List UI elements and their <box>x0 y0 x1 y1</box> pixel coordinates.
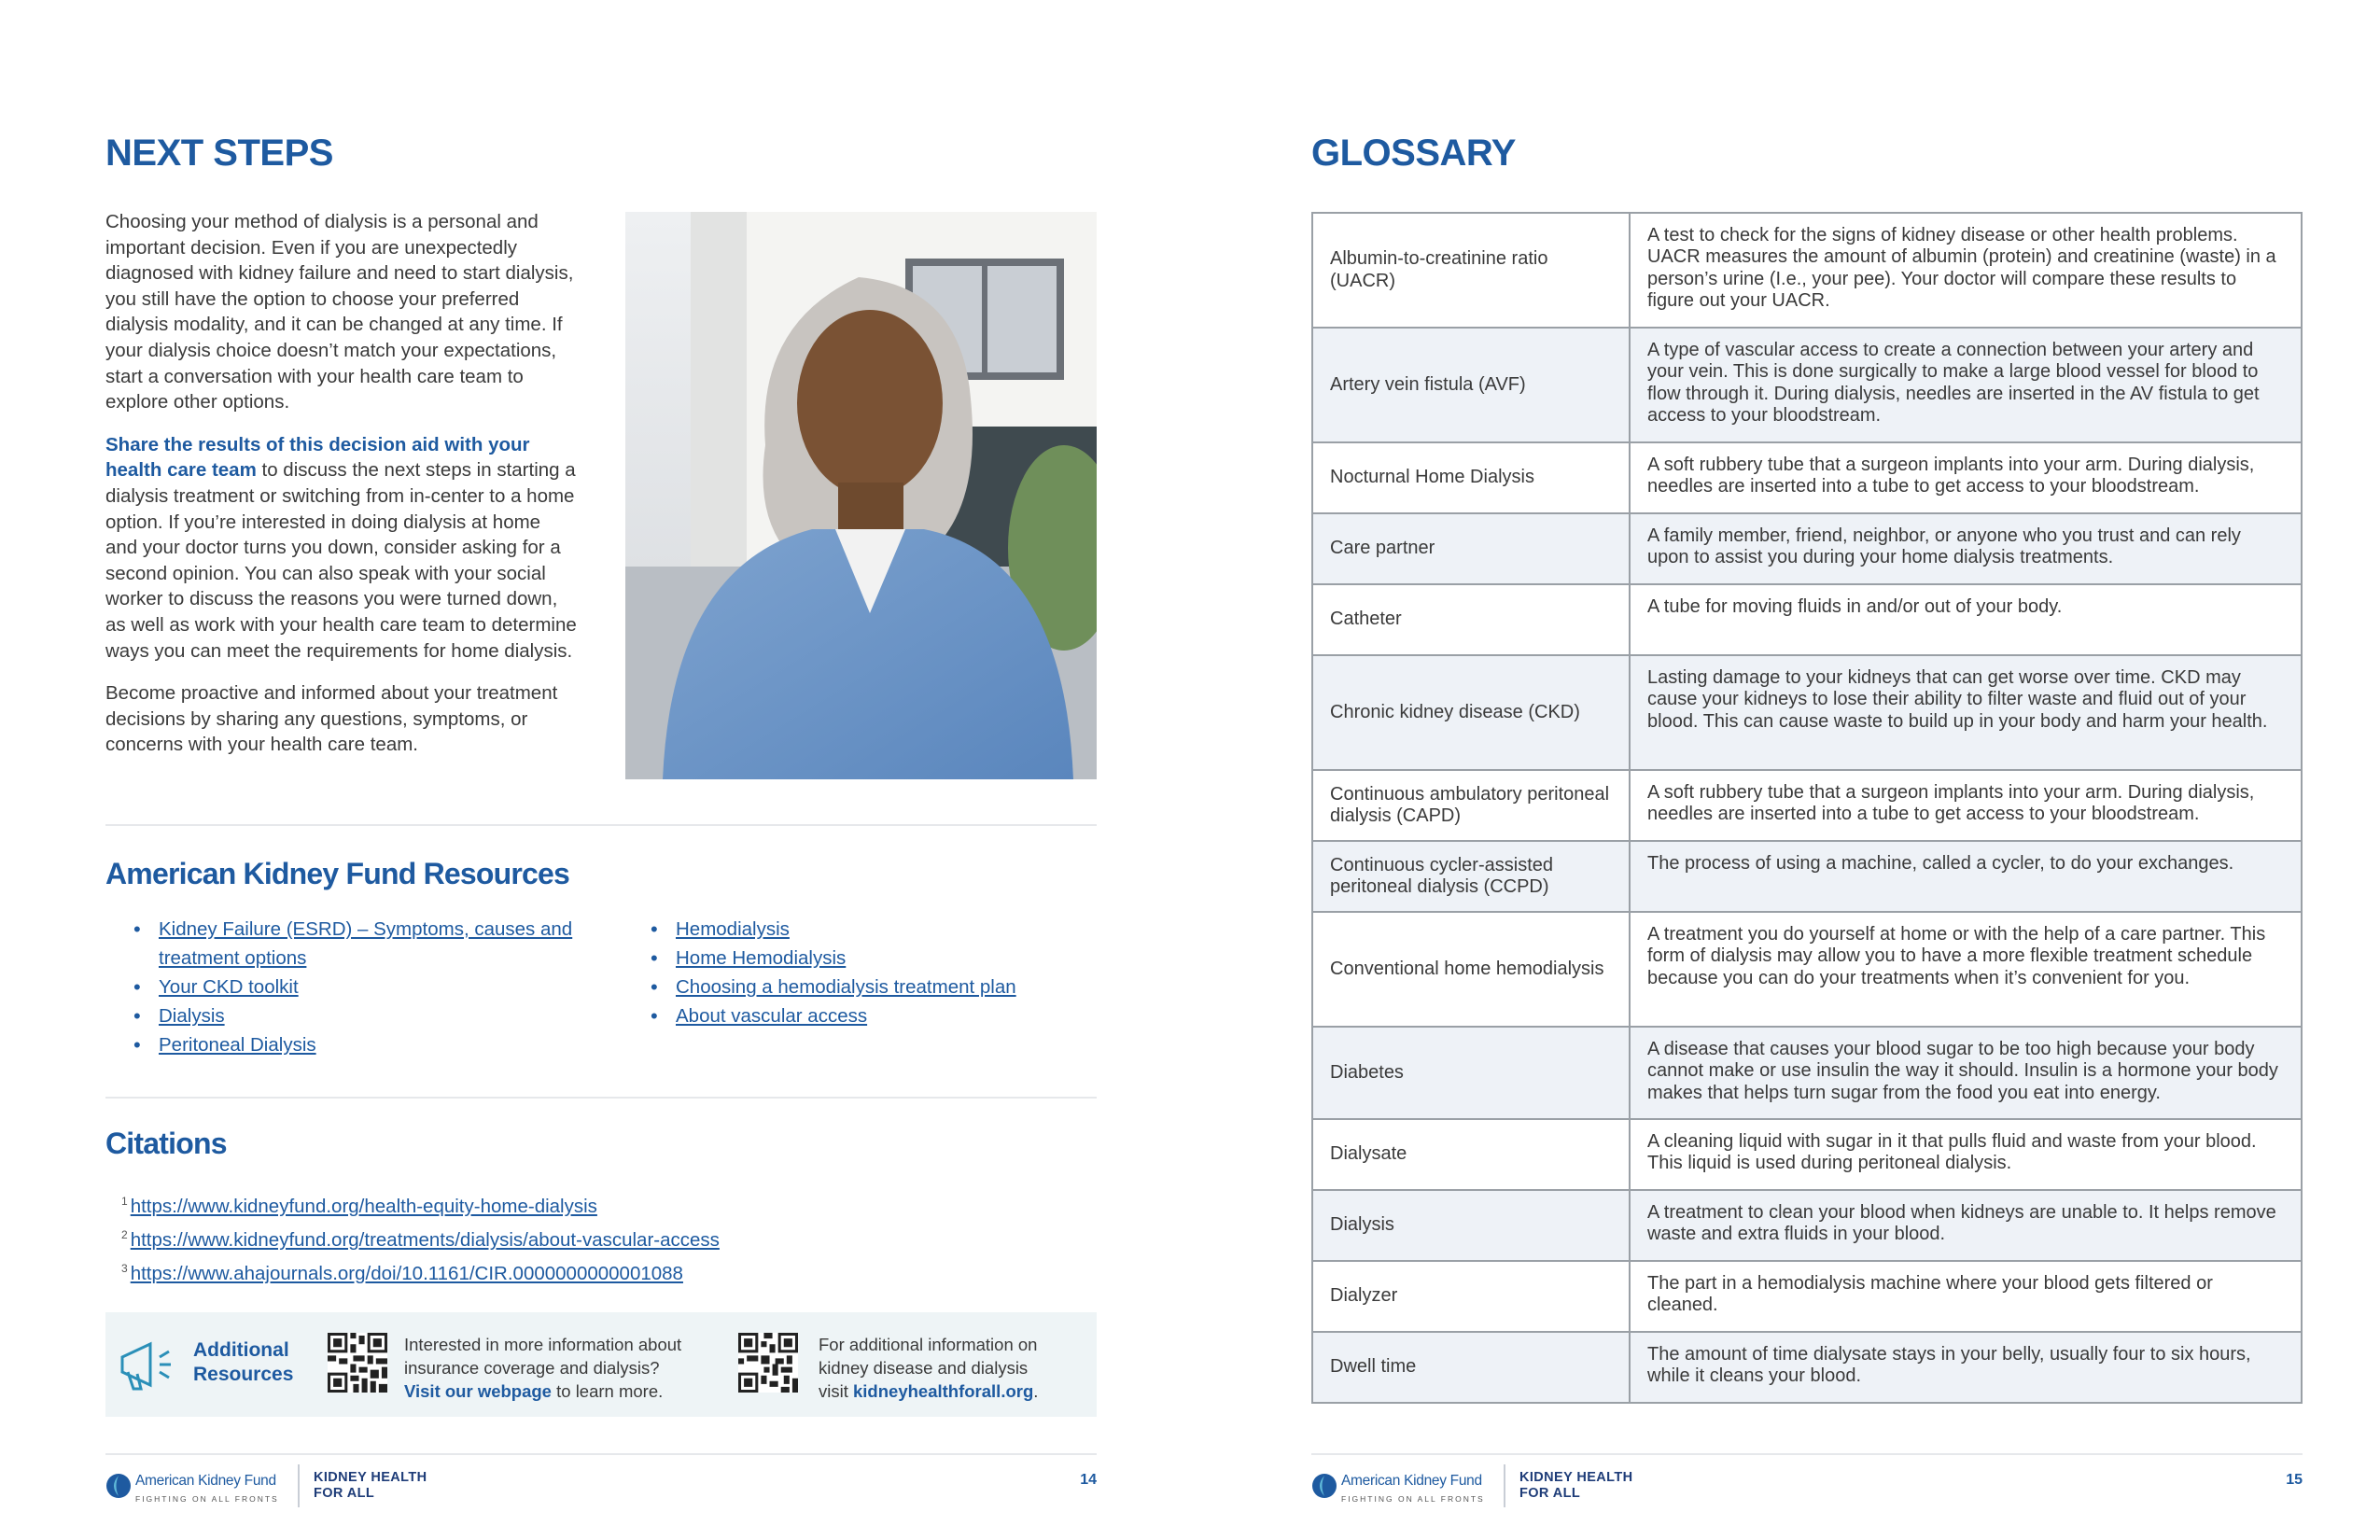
table-row <box>1312 841 2302 912</box>
khfa-logo <box>314 1470 427 1502</box>
footer-separator <box>1504 1464 1505 1507</box>
resource-item <box>623 944 1089 973</box>
resources-title: American Kidney Fund Resources <box>105 857 570 890</box>
citations-list <box>121 1187 720 1288</box>
label-line: Resources <box>193 1364 294 1385</box>
right-page <box>1311 131 2303 1387</box>
glossary-term: Continuous ambulatory peritoneal dialysis (CAPD) <box>1312 770 1630 841</box>
resource-item <box>105 915 591 973</box>
resource-link-hemodialysis[interactable]: Hemodialysis <box>676 918 790 940</box>
table-row <box>1312 1261 2302 1332</box>
glossary-term: Care partner <box>1312 513 1630 584</box>
glossary-definition: A treatment you do yourself at home or with the help of a care partner. This form of dialysis may allow you to have a more flexible treatment schedule because you can do your treatments when it’s convenient for you. <box>1630 912 2302 1027</box>
glossary-term: Nocturnal Home Dialysis <box>1312 442 1630 513</box>
resource-item <box>623 973 1089 1001</box>
info-line <box>404 1379 712 1403</box>
khfa-line: KIDNEY HEALTH <box>1519 1470 1633 1485</box>
next-steps-body <box>105 209 577 775</box>
org-tagline: FIGHTING ON ALL FRONTS <box>135 1494 279 1504</box>
resource-item <box>623 1001 1089 1030</box>
org-name: American Kidney Fund <box>135 1473 276 1489</box>
glossary-term: Albumin-to-creatinine ratio (UACR) <box>1312 213 1630 328</box>
glossary-definition: A treatment to clean your blood when kidneys are unable to. It helps remove waste and extra fluids in your blood. <box>1630 1190 2302 1261</box>
citation-item <box>121 1221 720 1254</box>
info-line: kidney disease and dialysis <box>819 1358 1029 1378</box>
resource-link-vascular-access[interactable]: About vascular access <box>676 1005 868 1027</box>
table-row <box>1312 442 2302 513</box>
info-tail: to learn more. <box>551 1381 664 1401</box>
citation-link[interactable]: https://www.kidneyfund.org/treatments/dialysis/about-vascular-access <box>130 1229 720 1251</box>
resource-item <box>105 973 591 1001</box>
table-row <box>1312 770 2302 841</box>
resources-list-col1 <box>105 915 591 1059</box>
citations-title: Citations <box>105 1127 227 1160</box>
glossary-definition: A family member, friend, neighbor, or anyone who you trust and can rely upon to assist you during your home dialysis treatments. <box>1630 513 2302 584</box>
citation-item <box>121 1187 720 1221</box>
table-row <box>1312 213 2302 328</box>
khfa-line: FOR ALL <box>314 1486 375 1501</box>
paragraph-1: Choosing your method of dialysis is a personal and important decision. Even if you are unexpectedly diagnosed with kidney failure and need to start dialysis, you still have the option to choose your preferred dialysis modality, and it can be changed at any time. If your dialysis choice doesn’t match your expectations, start a conversation with your health care team to explore other options. <box>105 211 574 413</box>
footer-separator <box>298 1464 300 1507</box>
akf-logo-icon <box>105 1473 132 1499</box>
glossary-definition: The part in a hemodialysis machine where your blood gets filtered or cleaned. <box>1630 1261 2302 1332</box>
glossary-definition: A soft rubbery tube that a surgeon implants into your arm. During dialysis, needles are inserted into a tube to get access to your bloodstream. <box>1630 442 2302 513</box>
khfa-line: FOR ALL <box>1519 1486 1581 1501</box>
info-pre: visit <box>819 1381 853 1401</box>
section-divider <box>105 1097 1097 1099</box>
info-line: Interested in more information about <box>404 1335 682 1354</box>
page-number: 15 <box>2286 1472 2303 1488</box>
glossary-term: Dialysis <box>1312 1190 1630 1261</box>
citation-link[interactable]: https://www.kidneyfund.org/health-equity-home-dialysis <box>130 1196 597 1217</box>
info-tail: . <box>1033 1381 1039 1401</box>
akf-logo-icon <box>1311 1473 1337 1499</box>
resource-link-treatment-plan[interactable]: Choosing a hemodialysis treatment plan <box>676 976 1016 998</box>
glossary-definition: Lasting damage to your kidneys that can get worse over time. CKD may cause your kidneys to lose their ability to filter waste and fluid out of your blood. This can cause waste to build up in your body and harm your health. <box>1630 655 2302 770</box>
paragraph-2-rest: to discuss the next steps in starting a dialysis treatment or switching from in-center to a home option. If you’re interested in doing dialysis at home and your doctor turns you down, consider asking for a second opinion. You can also speak with your social worker to discuss the reasons you were turned down, as well as work with your health care team to determine ways you can meet the requirements for home dialysis. <box>105 459 577 662</box>
info-line <box>819 1379 1089 1403</box>
paragraph-2-emphasis: Share the results of this decision aid with your health care team <box>105 433 530 482</box>
paragraph-2 <box>105 432 577 664</box>
table-row <box>1312 1119 2302 1190</box>
table-row <box>1312 655 2302 770</box>
qr-code-icon[interactable] <box>328 1333 387 1393</box>
footer-left <box>105 1453 1097 1504</box>
glossary-term: Conventional home hemodialysis <box>1312 912 1630 1027</box>
table-row <box>1312 328 2302 442</box>
woman-portrait-photo <box>625 212 1097 779</box>
table-row <box>1312 1332 2302 1403</box>
table-row <box>1312 584 2302 655</box>
glossary-term: Diabetes <box>1312 1027 1630 1119</box>
table-row <box>1312 1027 2302 1119</box>
table-row <box>1312 912 2302 1027</box>
org-name: American Kidney Fund <box>1341 1473 1482 1489</box>
section-divider <box>105 824 1097 826</box>
visit-webpage-link[interactable]: Visit our webpage <box>404 1381 552 1401</box>
glossary-definition: A soft rubbery tube that a surgeon implants into your arm. During dialysis, needles are inserted into a tube to get access to your bloodstream. <box>1630 770 2302 841</box>
citation-link[interactable]: https://www.ahajournals.org/doi/10.1161/CIR.0000000000001088 <box>130 1263 683 1284</box>
glossary-term: Catheter <box>1312 584 1630 655</box>
table-row <box>1312 513 2302 584</box>
left-page <box>105 131 1095 1401</box>
qr-code-icon[interactable] <box>738 1333 798 1393</box>
glossary-title: GLOSSARY <box>1311 133 1516 174</box>
resource-item <box>105 1030 591 1059</box>
resource-link-ckd-toolkit[interactable]: Your CKD toolkit <box>159 976 299 998</box>
label-line: Additional <box>193 1339 289 1361</box>
info-line: For additional information on <box>819 1335 1038 1354</box>
page-title: NEXT STEPS <box>105 133 333 174</box>
photo-illustration <box>625 212 1097 779</box>
footer-rule <box>105 1453 1097 1455</box>
resource-link-peritoneal[interactable]: Peritoneal Dialysis <box>159 1034 316 1056</box>
glossary-term: Continuous cycler-assisted peritoneal dialysis (CCPD) <box>1312 841 1630 912</box>
resources-list-col2 <box>623 915 1089 1030</box>
glossary-term: Dialysate <box>1312 1119 1630 1190</box>
glossary-term: Artery vein fistula (AVF) <box>1312 328 1630 442</box>
page-number: 14 <box>1080 1472 1097 1488</box>
glossary-definition: The amount of time dialysate stays in your belly, usually four to six hours, while it cleans your blood. <box>1630 1332 2302 1403</box>
megaphone-icon <box>119 1337 184 1393</box>
glossary-definition: A cleaning liquid with sugar in it that pulls fluid and waste from your blood. This liquid is used during peritoneal dialysis. <box>1630 1119 2302 1190</box>
glossary-table <box>1311 212 2303 1404</box>
glossary-definition: A type of vascular access to create a connection between your artery and your vein. This is done surgically to make a large blood vessel for blood to flow through it. During dialysis, needles are inserted in the AV fistula to get access to your bloodstream. <box>1630 328 2302 442</box>
glossary-term: Dwell time <box>1312 1332 1630 1403</box>
khfa-website-link[interactable]: kidneyhealthforall.org <box>853 1381 1034 1401</box>
citation-number: 1 <box>121 1195 128 1208</box>
resource-link-esrd[interactable]: Kidney Failure (ESRD) – Symptoms, causes and treatment options <box>159 918 573 969</box>
resource-link-dialysis[interactable]: Dialysis <box>159 1005 225 1027</box>
table-row <box>1312 1190 2302 1261</box>
citation-number: 2 <box>121 1228 128 1241</box>
insurance-info-text <box>404 1333 712 1403</box>
resource-item <box>623 915 1089 944</box>
info-line: insurance coverage and dialysis? <box>404 1358 660 1378</box>
additional-resources-label <box>193 1338 293 1387</box>
org-tagline: FIGHTING ON ALL FRONTS <box>1341 1494 1485 1504</box>
footer-right <box>1311 1453 2303 1504</box>
glossary-term: Chronic kidney disease (CKD) <box>1312 655 1630 770</box>
kidney-info-text <box>819 1333 1089 1403</box>
glossary-definition: A tube for moving fluids in and/or out of your body. <box>1630 584 2302 655</box>
khfa-logo <box>1519 1470 1632 1502</box>
additional-resources-panel <box>105 1312 1097 1417</box>
paragraph-3: Become proactive and informed about your treatment decisions by sharing any questions, symptoms, or concerns with your health care team. <box>105 682 558 756</box>
resource-link-home-hemodialysis[interactable]: Home Hemodialysis <box>676 947 847 969</box>
glossary-definition: The process of using a machine, called a cycler, to do your exchanges. <box>1630 841 2302 912</box>
glossary-term: Dialyzer <box>1312 1261 1630 1332</box>
citation-number: 3 <box>121 1262 128 1275</box>
citation-item <box>121 1254 720 1288</box>
resource-item <box>105 1001 591 1030</box>
glossary-definition: A test to check for the signs of kidney disease or other health problems. UACR measures the amount of albumin (protein) and creatinine (waste) in a person’s urine (I.e., your pee). Your doctor will compare these results to figure out your UACR. <box>1630 213 2302 328</box>
glossary-definition: A disease that causes your blood sugar to be too high because your body cannot make or use insulin the way it should. Insulin is a hormone your body makes that helps turn sugar from the food you eat into energy. <box>1630 1027 2302 1119</box>
khfa-line: KIDNEY HEALTH <box>314 1470 427 1485</box>
footer-rule <box>1311 1453 2303 1455</box>
